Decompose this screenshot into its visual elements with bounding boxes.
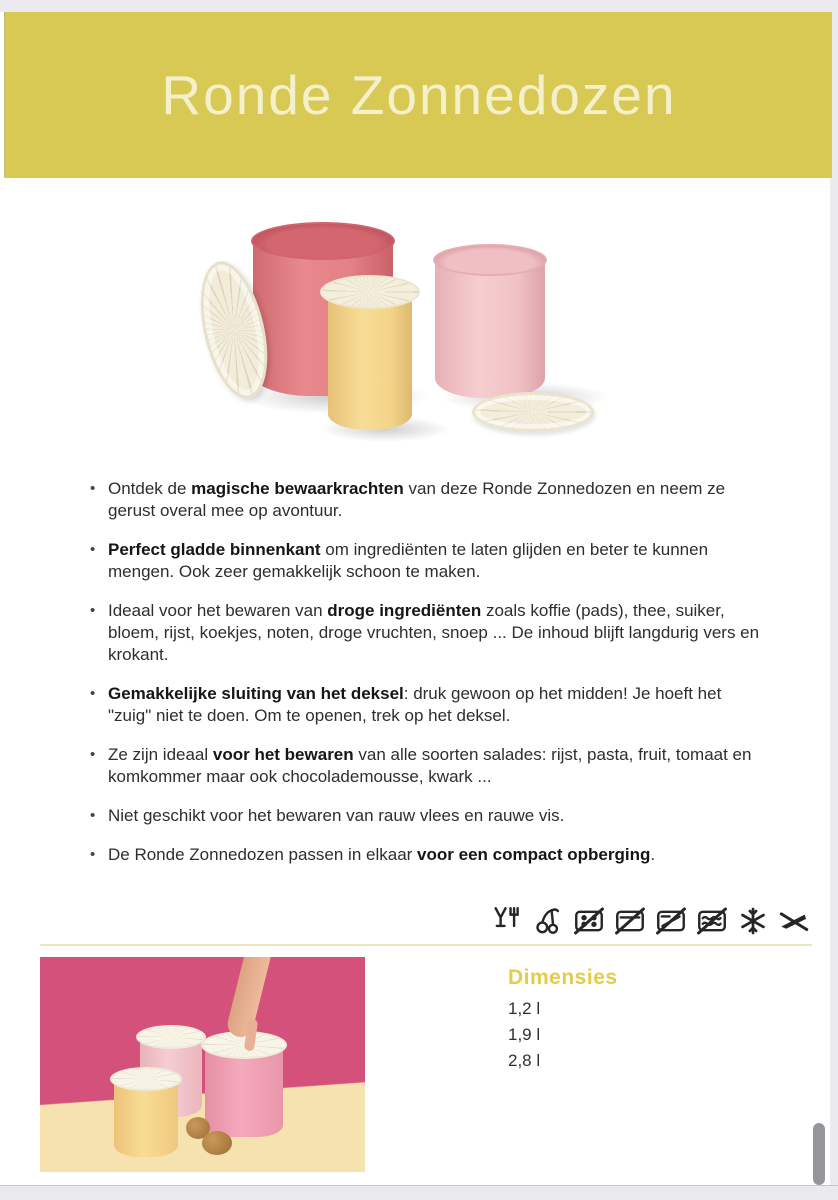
page-title: Ronde Zonnedozen: [161, 64, 677, 126]
freezer-safe-icon: [735, 903, 771, 939]
cherries-icon: [530, 903, 566, 939]
product-photo: [200, 220, 630, 455]
feature-item: • Gemakkelijke sluiting van het deksel: druk gewoon op het midden! Je hoeft het "zuig" niet te doen. Om te openen, trek op het deksel.: [90, 683, 762, 727]
feature-item: • De Ronde Zonnedozen passen in elkaar voor een compact opberging.: [90, 844, 762, 866]
section-divider: [40, 944, 812, 946]
photo-pale-pink-lid: [136, 1025, 206, 1049]
pink-container-opening: [433, 244, 547, 276]
feature-item: • Ontdek de magische bewaarkrachten van deze Ronde Zonnedozen en neem ze gerust overal mee op avontuur.: [90, 478, 762, 522]
no-microwave-icon: [694, 903, 730, 939]
dimension-value: 1,9 l: [508, 1025, 541, 1044]
lifestyle-photo: [40, 957, 365, 1172]
photo-yellow-lid: [110, 1067, 182, 1091]
yellow-container: [328, 295, 412, 430]
no-grill-icon: [653, 903, 689, 939]
pink-container: [435, 258, 545, 398]
glass-fork-icon: [489, 903, 525, 939]
feature-item: • Ze zijn ideaal voor het bewaren van alle soorten salades: rijst, pasta, fruit, tomaat en komkommer maar ook chocolademousse, kwark ...: [90, 744, 762, 788]
care-icon-row: [0, 903, 812, 939]
window-top-strip: [0, 0, 838, 12]
dimension-value: 2,8 l: [508, 1051, 541, 1070]
dimensions-values: [508, 996, 618, 1074]
coral-container-opening: [251, 222, 395, 260]
scrollbar-track[interactable]: [830, 0, 838, 1200]
horizontal-scrollbar[interactable]: [0, 1185, 838, 1200]
no-oven-icon: [612, 903, 648, 939]
title-banner: [4, 12, 832, 178]
feature-item: • Perfect gladde binnenkant om ingrediënten te laten glijden en beter te kunnen mengen. Ook zeer gemakkelijk schoon te maken.: [90, 539, 762, 583]
no-knife-icon: [776, 903, 812, 939]
no-hotplate-icon: [571, 903, 607, 939]
vertical-scrollbar-thumb[interactable]: [813, 1123, 825, 1185]
feature-list: [90, 478, 762, 866]
walnut: [202, 1131, 232, 1155]
yellow-container-lid: [320, 275, 420, 309]
feature-item: • Niet geschikt voor het bewaren van rauw vlees en rauwe vis.: [90, 805, 762, 827]
dimensions-section: [508, 966, 618, 1074]
floor-seal-lid: [472, 392, 594, 432]
feature-item: • Ideaal voor het bewaren van droge ingrediënten zoals koffie (pads), thee, suiker, bloem, rijst, koekjes, noten, droge vruchten, snoep ... De inhoud blijft langdurig vers en krokant.: [90, 600, 762, 666]
dimension-value: 1,2 l: [508, 999, 541, 1018]
dimensions-heading: Dimensies: [508, 966, 618, 989]
